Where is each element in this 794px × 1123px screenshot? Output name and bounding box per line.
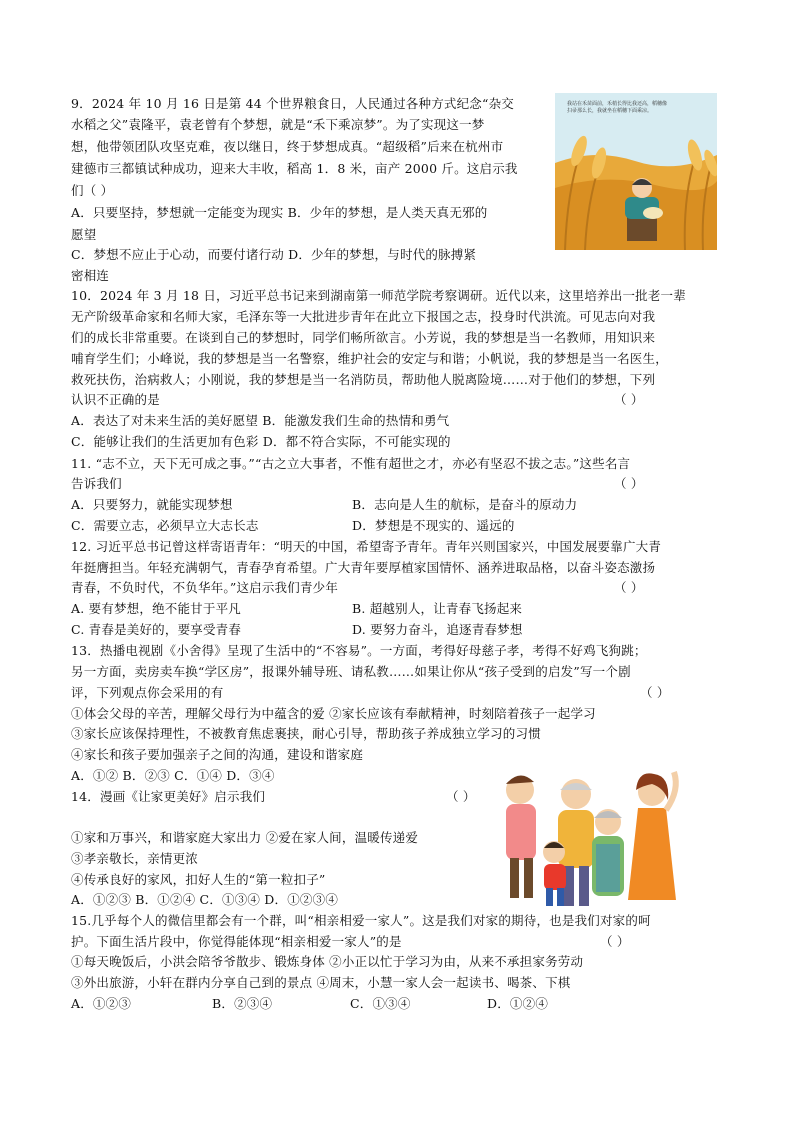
q14-paren: （ ） bbox=[446, 789, 476, 804]
q15-line-2: 护。下面生活片段中，你觉得能体现“相亲相爱一家人”的是 bbox=[71, 934, 402, 949]
q9-line-3: 想，他带领团队攻坚克难，夜以继日，终于梦想成真。“超级稻”后来在杭州市 bbox=[71, 139, 504, 154]
q12-line-3: 青春，不负时代，不负华年。”这启示我们青少年 bbox=[71, 580, 339, 595]
q12-option-d: D. 要努力奋斗，追逐青春梦想 bbox=[352, 622, 523, 637]
q9-option-4: 密相连 bbox=[71, 268, 110, 283]
q15-option-b: B．②③④ bbox=[212, 996, 273, 1011]
q10-option-2: C．能够让我们的生活更加有色彩 D．都不符合实际，不可能实现的 bbox=[71, 434, 451, 449]
q9-line-4: 建德市三都镇试种成功，迎来大丰收，稻高 1．8 米，亩产 2000 斤。这启示我 bbox=[71, 161, 518, 176]
q11-option-a: A．只要努力，就能实现梦想 bbox=[71, 497, 233, 512]
rice-field-drawing bbox=[555, 93, 717, 250]
q10-line-1: 10．2024 年 3 月 18 日，习近平总书记来到湖南第一师范学院考察调研。近代以来，这里培养出一批老一辈 bbox=[71, 288, 686, 303]
q9-line-5: 们（ ） bbox=[71, 183, 114, 198]
rice-caption: 我站在禾苗面前，禾梢长得比我还高，稻穗像扫帚那么长，我就坐在稻穗下面乘凉。 bbox=[567, 101, 668, 114]
q10-paren: （ ） bbox=[614, 392, 644, 407]
q12-option-a: A. 要有梦想，绝不能甘于平凡 bbox=[71, 601, 241, 616]
q14-options: A．①②③ B．①②④ C．①③④ D．①②③④ bbox=[71, 892, 339, 907]
q9-line-1: 9．2024 年 10 月 16 日是第 44 个世界粮食日，人民通过各种方式纪念“杂交 bbox=[71, 96, 514, 111]
rice-field-illustration bbox=[555, 93, 717, 250]
q14-stem: 14．漫画《让家更美好》启示我们 bbox=[71, 789, 266, 804]
q10-line-4: 哺育学生们；小峰说，我的梦想是当一名警察，维护社会的安定与和谐；小帆说，我的梦想是当一名医生， bbox=[71, 351, 668, 366]
q14-item-2: ③孝亲敬长，亲情更浓 bbox=[71, 851, 199, 866]
q9-line-2: 水稻之父”袁隆平，袁老曾有个梦想，就是“禾下乘凉梦”。为了实现这一梦 bbox=[71, 117, 485, 132]
q15-line-1: 15.几乎每个人的微信里都会有一个群，叫“相亲相爱一家人”。这是我们对家的期待，也是我们对家的呵 bbox=[71, 913, 651, 928]
q15-option-d: D．①②④ bbox=[487, 996, 549, 1011]
q13-line-2: 另一方面，卖房卖车换“学区房”，报课外辅导班、请私教……如果让你从“孩子受到的启发”写一个剧 bbox=[71, 664, 631, 679]
family-drawing bbox=[488, 760, 688, 912]
q11-paren: （ ） bbox=[614, 476, 644, 491]
q11-option-d: D．梦想是不现实的、遥远的 bbox=[352, 518, 515, 533]
q10-line-3: 们的成长非常重要。在谈到自己的梦想时，同学们畅所欲言。小芳说，我的梦想是当一名教师，用知识来 bbox=[71, 330, 656, 345]
q11-line-2: 告诉我们 bbox=[71, 476, 122, 491]
q9-option-3: C．梦想不应止于心动，而要付诸行动 D．少年的梦想，与时代的脉搏紧 bbox=[71, 247, 477, 262]
q12-paren: （ ） bbox=[614, 580, 644, 595]
q15-item-1: ①每天晚饭后，小洪会陪爷爷散步、锻炼身体 ②小正以忙于学习为由，从来不承担家务劳动 bbox=[71, 954, 584, 969]
q13-paren: （ ） bbox=[640, 685, 670, 700]
q12-option-b: B. 超越别人，让青春飞扬起来 bbox=[352, 601, 523, 616]
q13-item-2: ③家长应该保持理性，不被教育焦虑裹挟，耐心引导，帮助孩子养成独立学习的习惯 bbox=[71, 726, 541, 741]
q11-line-1: 11. “志不立，天下无可成之事。”“古之立大事者，不惟有超世之才，亦必有坚忍不拔之志。”这些名言 bbox=[71, 456, 631, 471]
q9-option-2: 愿望 bbox=[71, 227, 97, 242]
q15-item-2: ③外出旅游，小轩在群内分享自己到的景点 ④周末，小慧一家人会一起读书、喝茶、下棋 bbox=[71, 975, 571, 990]
q10-line-5: 救死扶伤，治病救人；小刚说，我的梦想是当一名消防员，帮助他人脱离险境……对于他们的梦想，下列 bbox=[71, 372, 656, 387]
q11-option-b: B．志向是人生的航标，是奋斗的原动力 bbox=[352, 497, 578, 512]
q12-option-c: C. 青春是美好的，要享受青春 bbox=[71, 622, 242, 637]
q10-line-6: 认识不正确的是 bbox=[71, 392, 160, 407]
q13-line-1: 13．热播电视剧《小舍得》呈现了生活中的“不容易”。一方面，考得好母慈子孝，考得不好鸡飞狗跳； bbox=[71, 643, 647, 658]
q15-option-a: A．①②③ bbox=[71, 996, 132, 1011]
q15-paren: （ ） bbox=[600, 934, 630, 949]
family-cartoon bbox=[488, 760, 688, 912]
q13-item-1: ①体会父母的辛苦，理解父母行为中蕴含的爱 ②家长应该有奉献精神，时刻陪着孩子一起学习 bbox=[71, 706, 596, 721]
q13-options: A．①② B．②③ C．①④ D．③④ bbox=[71, 768, 275, 783]
q10-line-2: 无产阶级革命家和名师大家，毛泽东等一大批进步青年在此立下报国之志，投身时代洪流。可见志向对我 bbox=[71, 309, 656, 324]
q11-option-c: C．需要立志，必须早立大志长志 bbox=[71, 518, 259, 533]
q14-item-3: ④传承良好的家风，扣好人生的“第一粒扣子” bbox=[71, 872, 326, 887]
q15-option-c: C．①③④ bbox=[350, 996, 411, 1011]
q10-option-1: A．表达了对未来生活的美好愿望 B．能激发我们生命的热情和勇气 bbox=[71, 413, 450, 428]
q13-item-3: ④家长和孩子要加强亲子之间的沟通，建设和谐家庭 bbox=[71, 747, 364, 762]
q9-option-1: A．只要坚持，梦想就一定能变为现实 B．少年的梦想，是人类天真无邪的 bbox=[71, 205, 488, 220]
q12-line-1: 12. 习近平总书记曾这样寄语青年：“明天的中国，希望寄予青年。青年兴则国家兴，中国发展要靠广大青 bbox=[71, 539, 662, 554]
q13-line-3: 评，下列观点你会采用的有 bbox=[71, 685, 224, 700]
q12-line-2: 年挺膺担当。年轻充满朝气，青春孕育希望。广大青年要厚植家国情怀、涵养进取品格，以奋斗姿态激扬 bbox=[71, 560, 656, 575]
q14-item-1: ①家和万事兴，和谐家庭大家出力 ②爱在家人间，温暖传递爱 bbox=[71, 830, 419, 845]
